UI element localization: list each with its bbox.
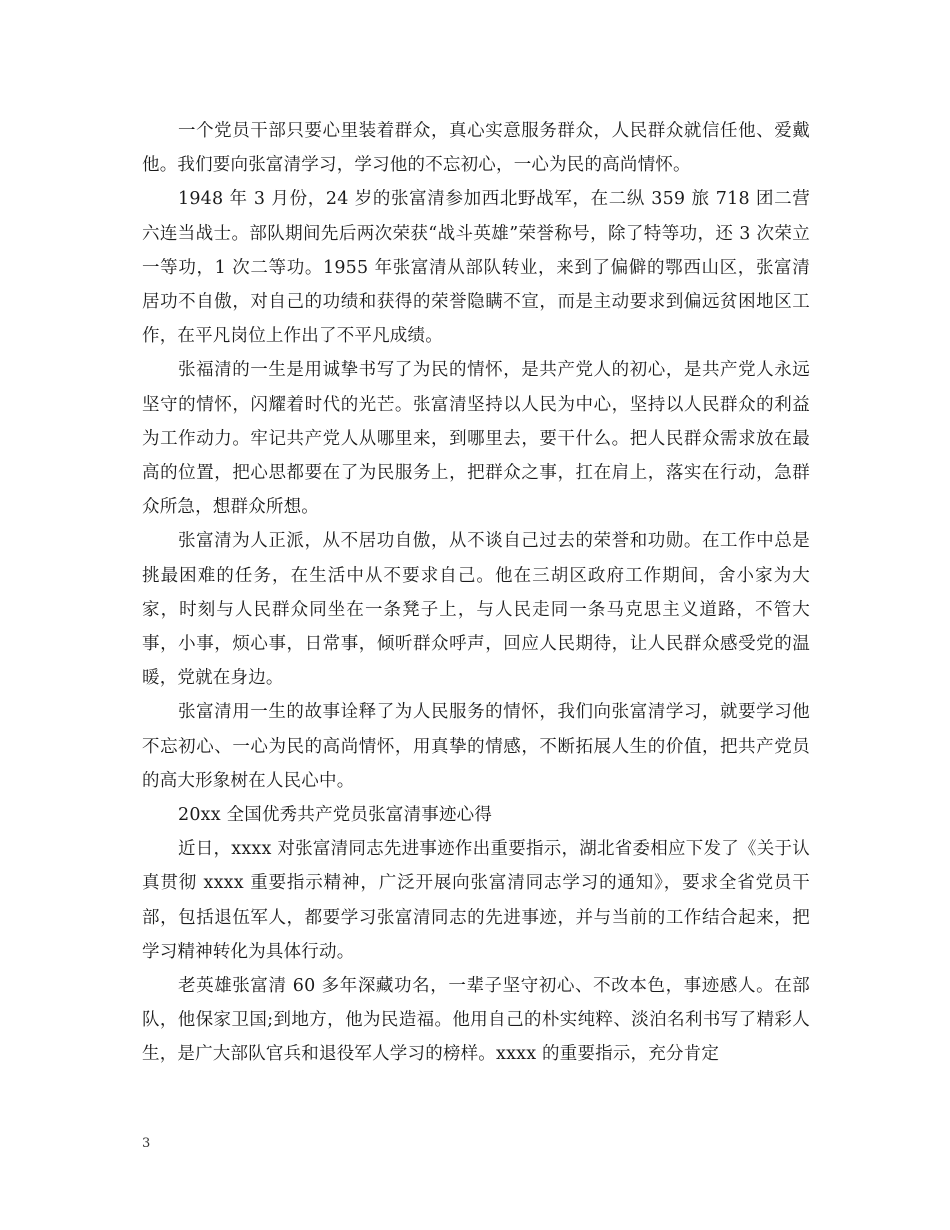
section-heading: 20xx 全国优秀共产党员张富清事迹心得: [178, 805, 493, 826]
page-number: 3: [142, 1136, 151, 1151]
page-body: [142, 114, 810, 1072]
paragraph-2: 1948 年 3 月份，24 岁的张富清参加西北野战军，在二纵 359 旅 718 团二营六连当战士。部队期间先后两次荣获“战斗英雄”荣誉称号，除了特等功，还 3 次荣立一等功，1 次二等功。1955 年张富清从部队转业，来到了偏僻的鄂西山区，张富清居功不自傲，对自己的功绩和获得的荣誉隐瞒不宣，而是主动要求到偏远贫困地区工作，在平凡岗位上作出了不平凡成绩。: [142, 189, 810, 347]
paragraph-5: 张富清用一生的故事诠释了为人民服务的情怀，我们向张富清学习，就要学习他不忘初心、一心为民的高尚情怀，用真挚的情感，不断拓展人生的价值，把共产党员的高大形象树在人民心中。: [142, 702, 810, 791]
paragraph-1: 一个党员干部只要心里装着群众，真心实意服务群众，人民群众就信任他、爱戴他。我们要向张富清学习，学习他的不忘初心，一心为民的高尚情怀。: [142, 121, 810, 176]
paragraph-4: 张富清为人正派，从不居功自傲，从不谈自己过去的荣誉和功勋。在工作中总是挑最困难的任务，在生活中从不要求自己。他在三胡区政府工作期间，舍小家为大家，时刻与人民群众同坐在一条凳子上，与人民走同一条马克思主义道路，不管大事，小事，烦心事，日常事，倾听群众呼声，回应人民期待，让人民群众感受党的温暖，党就在身边。: [142, 531, 810, 689]
paragraph-3: 张福清的一生是用诚挚书写了为民的情怀，是共产党人的初心，是共产党人永远坚守的情怀，闪耀着时代的光芒。张富清坚持以人民为中心，坚持以人民群众的利益为工作动力。牢记共产党人从哪里来，到哪里去，要干什么。把人民群众需求放在最高的位置，把心思都要在了为民服务上，把群众之事，扛在肩上，落实在行动，急群众所急，想群众所想。: [142, 360, 810, 518]
paragraph-6: 近日，xxxx 对张富清同志先进事迹作出重要指示，湖北省委相应下发了《关于认真贯彻 xxxx 重要指示精神，广泛开展向张富清同志学习的通知》，要求全省党员干部，包括退伍军人，都要学习张富清同志的先进事迹，并与当前的工作结合起来，把学习精神转化为具体行动。: [142, 839, 810, 962]
paragraph-7: 老英雄张富清 60 多年深藏功名，一辈子坚守初心、不改本色，事迹感人。在部队，他保家卫国;到地方，他为民造福。他用自己的朴实纯粹、淡泊名利书写了精彩人生，是广大部队官兵和退役军人学习的榜样。xxxx 的重要指示，充分肯定: [142, 976, 810, 1065]
